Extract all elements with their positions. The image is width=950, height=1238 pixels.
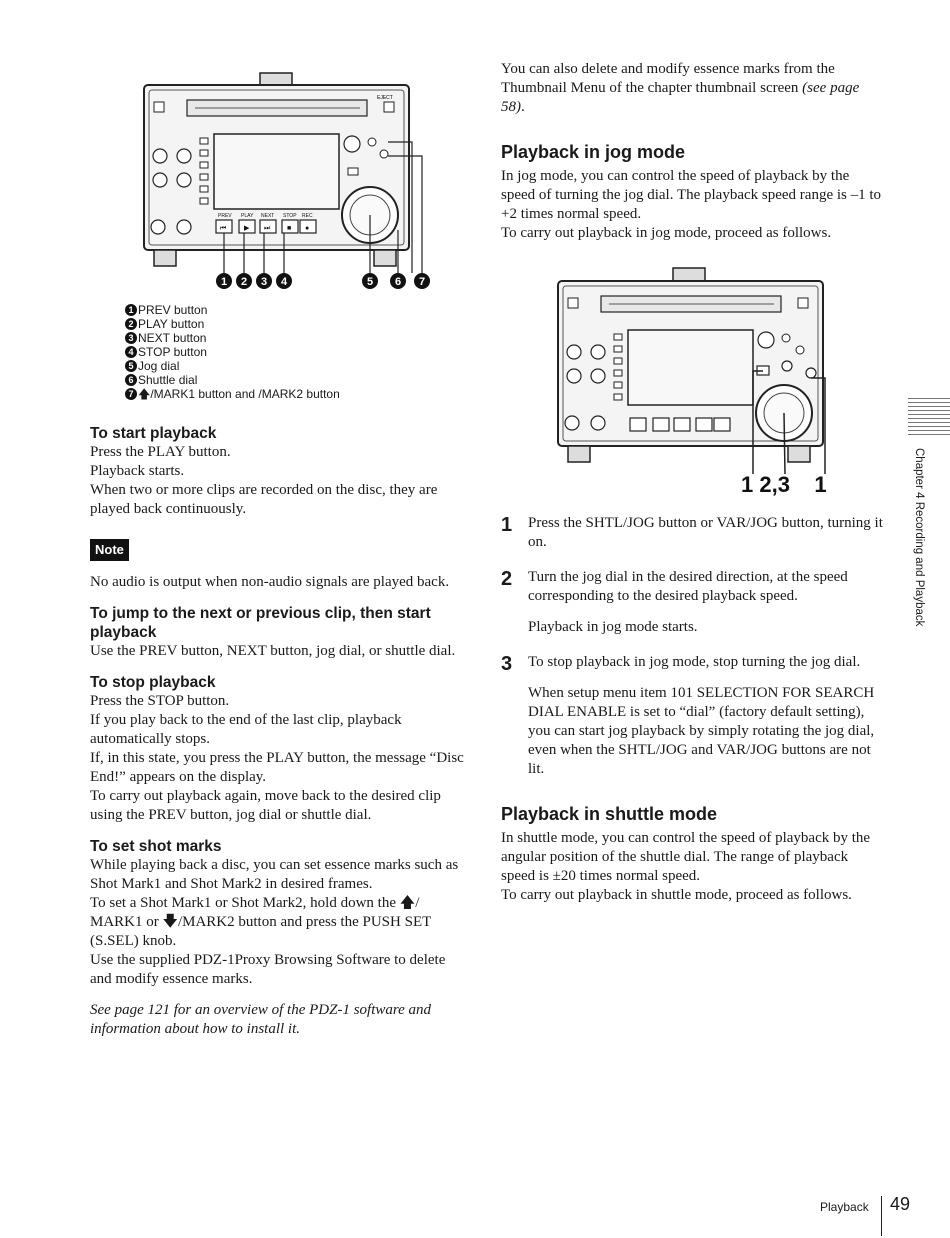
panel-stop-label: STOP	[283, 213, 297, 219]
figure-legend	[125, 303, 425, 401]
panel-rec-label: REC	[302, 213, 313, 219]
jog-intro-1: In jog mode, you can control the speed of playback by the speed of turning the jog dial. The playback speed range is –1 to +2 times normal speed.	[501, 168, 882, 222]
callout-2: 2	[240, 276, 248, 288]
legend-item: 4 STOP button	[125, 345, 425, 359]
right-column	[501, 60, 886, 243]
legend-item: 5 Jog dial	[125, 359, 425, 373]
stop-playback-heading: To stop playback	[90, 674, 216, 691]
legend-item: 6 Shuttle dial	[125, 373, 425, 387]
svg-text:●: ●	[305, 224, 310, 232]
callout-7: 7	[418, 276, 426, 288]
jog-intro-2: To carry out playback in jog mode, proceed as follows.	[501, 225, 832, 241]
up-arrow-icon: 🡅	[399, 895, 416, 911]
footer-divider	[881, 1196, 882, 1236]
legend-item: 2 PLAY button	[125, 317, 425, 331]
svg-text:⏮: ⏮	[220, 224, 227, 232]
legend-item: 1 PREV button	[125, 303, 425, 317]
jog-step-2: 2 Turn the jog dial in the desired direction, at the speed corresponding to the desired playback speed. Playback in jog mode starts.	[501, 568, 848, 635]
shuttle-mode-heading: Playback in shuttle mode	[501, 804, 718, 824]
chapter-sidebar-text: Chapter 4 Recording and Playback	[913, 448, 925, 627]
figure1-callouts	[216, 273, 430, 289]
shot-marks-line-3: Use the supplied PDZ-1Proxy Browsing Software to delete and modify essence marks.	[90, 952, 446, 987]
legend-item: 3 NEXT button	[125, 331, 425, 345]
jog-steps	[501, 514, 886, 905]
svg-text:▶: ▶	[244, 224, 250, 232]
callout-1: 1	[220, 276, 228, 288]
jump-clip-heading: To jump to the next or previous clip, then start playback	[90, 605, 431, 641]
jog-mode-figure	[555, 266, 845, 498]
jog-step-3: 3 To stop playback in jog mode, stop turning the jog dial. When setup menu item 101 SELECTION FOR SEARCH DIAL ENABLE is set to “dial” (factory default setting), you can start jog playback by simply rotating the jog dial, even when the SHTL/JOG and VAR/JOG buttons are not lit.	[501, 653, 875, 777]
jog-mode-heading: Playback in jog mode	[501, 142, 686, 162]
stop-line-3: If, in this state, you press the PLAY button, the message “Disc End!” appears on the display.	[90, 750, 464, 785]
callout-5: 5	[366, 276, 374, 288]
svg-text:⏭: ⏭	[264, 224, 271, 232]
legend-mark-text: /MARK1 button and /MARK2 button	[150, 387, 340, 401]
right-intro: You can also delete and modify essence marks from the Thumbnail Menu of the chapter thumbnail screen (see page 58).	[501, 61, 860, 115]
pdz-reference: See page 121 for an overview of the PDZ-1 software and information about how to install it.	[90, 1002, 432, 1037]
page-number: 49	[890, 1194, 911, 1214]
shot-marks-line-2: To set a Shot Mark1 or Shot Mark2, hold down the 🡅/ MARK1 or 🡇/MARK2 button and press the PUSH SET (S.SEL) knob.	[90, 895, 432, 949]
jog-figure-callouts: 1 2,3 1	[741, 472, 827, 497]
legend-item: 7 🡅 /MARK1 button and /MARK2 button	[125, 387, 425, 401]
note-badge: Note	[90, 539, 129, 561]
panel-next-label: NEXT	[261, 213, 275, 219]
footer-section-label: Playback	[820, 1200, 869, 1214]
panel-prev-label: PREV	[218, 213, 232, 219]
down-arrow-icon: 🡇	[162, 914, 178, 930]
callout-3: 3	[260, 276, 268, 288]
chapter-tab-lines	[908, 398, 950, 438]
start-line-1: Press the PLAY button.	[90, 444, 231, 460]
jump-clip-text: Use the PREV button, NEXT button, jog dial, or shuttle dial.	[90, 643, 456, 659]
shot-marks-heading: To set shot marks	[90, 838, 222, 855]
shot-marks-line-1: While playing back a disc, you can set essence marks such as Shot Mark1 and Shot Mark2 in desired frames.	[90, 857, 459, 892]
start-line-2: Playback starts.	[90, 463, 185, 479]
callout-6: 6	[394, 276, 402, 288]
shuttle-intro-1: In shuttle mode, you can control the speed of playback by the angular position of the shuttle dial. The range of playback speed is ±20 times normal speed.	[501, 830, 871, 884]
stop-line-1: Press the STOP button.	[90, 693, 230, 709]
up-arrow-icon: 🡅	[138, 387, 151, 401]
device-front-panel-figure	[140, 70, 440, 295]
stop-line-4: To carry out playback again, move back to the desired clip using the PREV button, jog dial or shuttle dial.	[90, 788, 441, 823]
callout-4: 4	[280, 276, 288, 288]
start-line-3: When two or more clips are recorded on the disc, they are played back continuously.	[90, 482, 438, 517]
svg-text:■: ■	[287, 224, 292, 232]
shuttle-intro-2: To carry out playback in shuttle mode, proceed as follows.	[501, 887, 852, 903]
chapter-tab	[908, 398, 950, 438]
note-text: No audio is output when non-audio signals are played back.	[90, 574, 450, 590]
stop-line-2: If you play back to the end of the last clip, playback automatically stops.	[90, 712, 402, 747]
jog-step-1: 1 Press the SHTL/JOG button or VAR/JOG button, turning it on.	[501, 514, 883, 550]
panel-play-label: PLAY	[241, 213, 254, 219]
start-playback-heading: To start playback	[90, 425, 217, 442]
left-column	[90, 424, 470, 1039]
eject-label: EJECT	[377, 95, 393, 101]
